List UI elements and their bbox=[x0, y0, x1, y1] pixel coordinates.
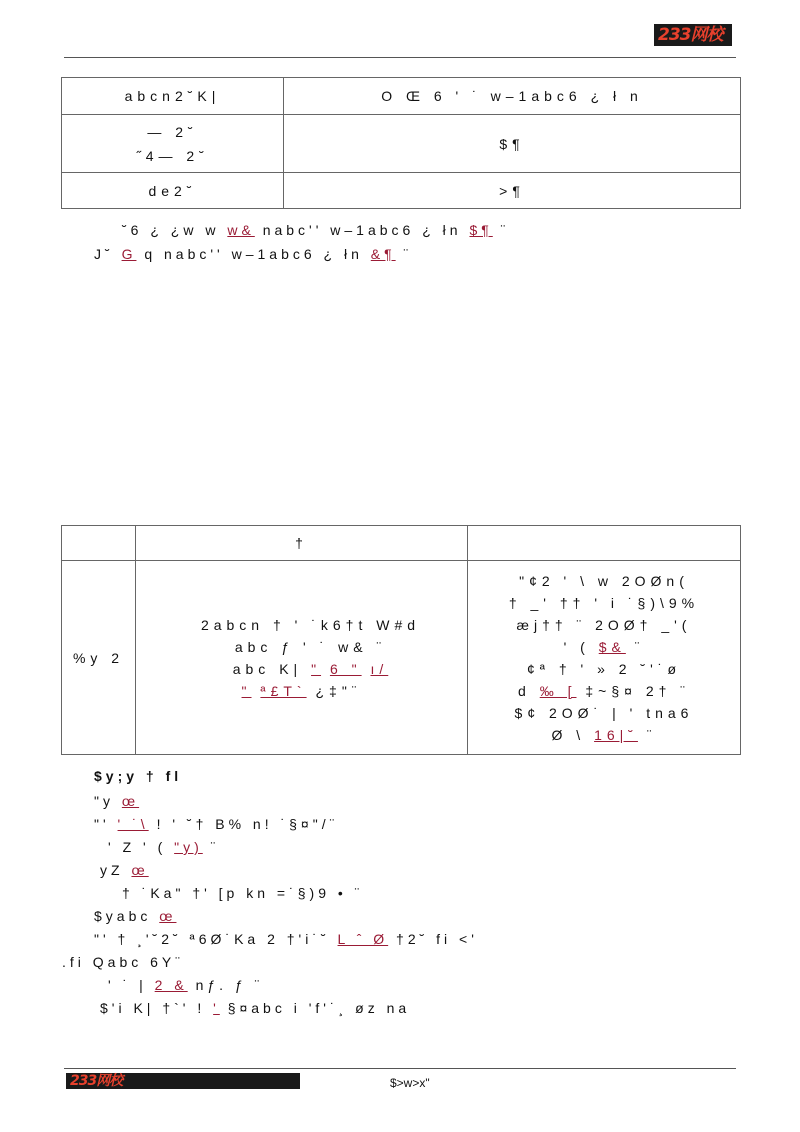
body-line1 bbox=[94, 793, 139, 809]
table1-row2-left bbox=[62, 115, 284, 173]
para1-line2-text-b: q nabc'' w–1abc6 ¿ łn bbox=[144, 246, 363, 262]
body-line10-text-a: $'i K| †`' ! bbox=[100, 1000, 206, 1016]
table2-mid-link-2[interactable]: 6 " bbox=[329, 660, 362, 677]
table1-row2-right: $¶ bbox=[284, 115, 741, 173]
body-line9-text-a: ' ˙ | bbox=[108, 977, 147, 993]
table1-row3-left: de2˘ bbox=[62, 173, 284, 209]
table1-header-right: O Œ 6 ' ˙ w–1abc6 ¿ ł n bbox=[284, 78, 741, 115]
table2-right-line5: ¢ª † ' » 2 ˘'˙ø bbox=[527, 660, 681, 677]
body-line1-text: "y bbox=[94, 793, 114, 809]
table1-row3-right: >¶ bbox=[284, 173, 741, 209]
table2-row-label: %y 2 bbox=[62, 561, 136, 755]
para1-line1-text-a: ˘6 ¿ ¿w w bbox=[122, 222, 220, 238]
table2-header-mid: † bbox=[136, 526, 468, 561]
body-line10-link[interactable]: ' bbox=[213, 1000, 220, 1016]
page-number: $>w>x" bbox=[390, 1076, 430, 1090]
body-line8: .fi Qabc 6Y¨ bbox=[62, 954, 184, 970]
detail-table bbox=[61, 525, 741, 755]
para1-line1-text-c: ¨ bbox=[500, 222, 510, 238]
table2-mid-link-5[interactable]: ª£T` bbox=[260, 682, 307, 699]
body-line6-text: $yabc bbox=[94, 908, 152, 924]
para1-line2 bbox=[94, 246, 412, 262]
table2-right-line6-text-b: ‡~§¤ 2† ¨ bbox=[585, 682, 690, 699]
para1-line2-text-c: ¨ bbox=[403, 246, 413, 262]
body-line9-text-b: nƒ. ƒ ¨ bbox=[195, 977, 264, 993]
table2-right-link-3[interactable]: 16|˘ bbox=[594, 726, 638, 743]
table2-right-link-2[interactable]: ‰ [ bbox=[539, 682, 577, 699]
table2-right-line4-text-b: ¨ bbox=[634, 638, 645, 655]
body-line3-link[interactable]: "y) bbox=[174, 839, 203, 855]
body-line6-link[interactable]: œ bbox=[159, 908, 177, 924]
section-heading: $y;y † fl bbox=[94, 768, 183, 784]
table2-right-line1: "¢2 ' \ w 2OØn( bbox=[519, 572, 689, 589]
table2-right-line8-text-a: Ø \ bbox=[551, 726, 586, 743]
body-line4-link[interactable]: œ bbox=[131, 862, 149, 878]
table2-mid-line1: 2abcn † ' ˙k6†t W#d bbox=[200, 616, 421, 633]
body-line7 bbox=[94, 931, 478, 947]
table2-mid-link-3[interactable]: ı/ bbox=[370, 660, 389, 677]
para1-line1-text-b: nabc'' w–1abc6 ¿ łn bbox=[262, 222, 462, 238]
body-line7-text-b: †2˘ fi <' bbox=[396, 931, 478, 947]
table2-header-right bbox=[468, 526, 741, 561]
para1-line1-link-a[interactable]: w& bbox=[227, 222, 255, 238]
body-line7-text-a: "' † ¸'˘2˘ ª6Ø˙Ka 2 †'i˙˘ bbox=[94, 931, 330, 947]
body-line9 bbox=[108, 977, 263, 993]
footer-rule bbox=[64, 1068, 736, 1069]
body-line1-link[interactable]: œ bbox=[121, 793, 140, 809]
table2-mid-link-1[interactable]: " bbox=[311, 660, 322, 677]
table2-mid-link-4[interactable]: " bbox=[241, 682, 252, 699]
para1-line2-text-a: J˘ bbox=[94, 246, 114, 262]
body-line2-text-b: ! ' ˘† B% n! ˙§¤"/¨ bbox=[156, 816, 339, 832]
table2-right-line6-text-a: d bbox=[518, 682, 531, 699]
body-line10 bbox=[100, 1000, 410, 1016]
header-rule bbox=[64, 57, 736, 58]
header-logo: 233网校 bbox=[654, 24, 732, 46]
para1-line1 bbox=[122, 222, 509, 238]
table2-right-line4-text-a: ' ( bbox=[563, 638, 590, 655]
table2-right-line7: $¢ 2OØ˙ | ' tna6 bbox=[514, 704, 694, 721]
para1-line1-link-b[interactable]: $¶ bbox=[469, 222, 493, 238]
table2-mid-line3 bbox=[142, 658, 461, 680]
table2-mid-line4 bbox=[142, 680, 461, 702]
body-line3-text-b: ¨ bbox=[210, 839, 220, 855]
table2-mid-line2: abc ƒ ' ˙ w& ¨ bbox=[234, 638, 387, 655]
body-line9-link[interactable]: 2 & bbox=[154, 977, 188, 993]
body-line2-link[interactable]: ' ˙\ bbox=[117, 816, 149, 832]
body-line7-link[interactable]: L ˆ Ø bbox=[337, 931, 389, 947]
footer-logo: 233网校 bbox=[66, 1073, 300, 1089]
table2-mid-line3-text: abc K| bbox=[232, 660, 303, 677]
table2-header-left bbox=[62, 526, 136, 561]
body-line4 bbox=[100, 862, 149, 878]
table2-right-line8 bbox=[474, 724, 734, 746]
para1-line2-link-a[interactable]: G bbox=[121, 246, 137, 262]
table2-right-line4 bbox=[474, 636, 734, 658]
body-line3-text-a: ' Z ' ( bbox=[108, 839, 167, 855]
table2-right-line8-text-b: ¨ bbox=[646, 726, 657, 743]
body-line2 bbox=[94, 816, 338, 832]
table1-row2-left-line1: — 2˘ bbox=[147, 123, 198, 140]
table1-header-left: abcn2˘K| bbox=[62, 78, 284, 115]
table2-mid-cell bbox=[136, 561, 468, 755]
table2-right-cell bbox=[468, 561, 741, 755]
table1-row2-left-line2: ˝4— 2˘ bbox=[136, 147, 209, 164]
summary-table bbox=[61, 77, 741, 209]
table2-right-line3: æj†† ¨ 2OØ† _'( bbox=[516, 616, 692, 633]
body-line2-text-a: "' bbox=[94, 816, 118, 832]
body-line6 bbox=[94, 908, 176, 924]
body-line3 bbox=[108, 839, 219, 855]
body-line4-text: yZ bbox=[100, 862, 124, 878]
table2-mid-line4-text: ¿‡"¨ bbox=[315, 682, 362, 699]
body-line5: † ˙Ka" †' [p kn =˙§)9 • ¨ bbox=[122, 885, 364, 901]
table2-right-link-1[interactable]: $& bbox=[598, 638, 626, 655]
table2-right-line6 bbox=[474, 680, 734, 702]
body-line10-text-b: §¤abc i 'f'˙¸ øz na bbox=[227, 1000, 411, 1016]
para1-line2-link-b[interactable]: &¶ bbox=[370, 246, 396, 262]
table2-right-line2: † _' †† ' i ˙§)\9% bbox=[508, 594, 700, 611]
